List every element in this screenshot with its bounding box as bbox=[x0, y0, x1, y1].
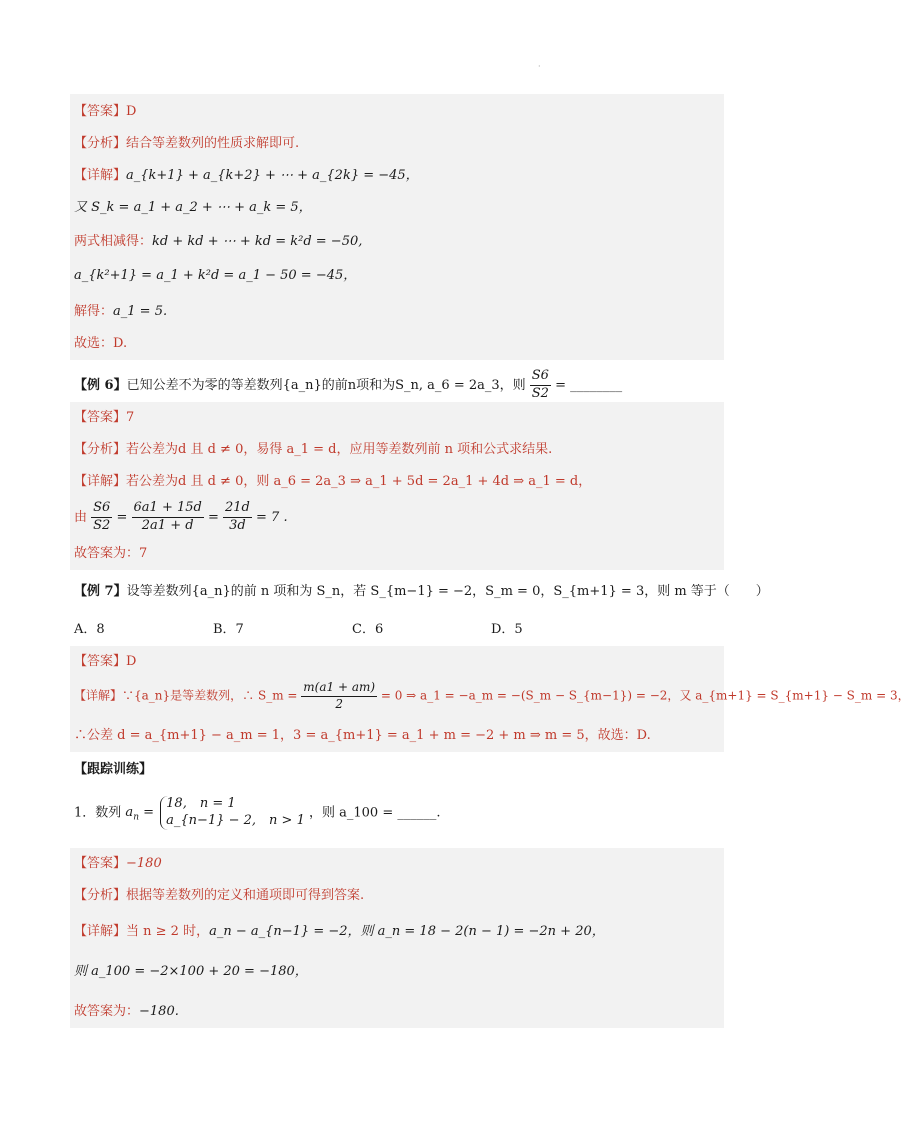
detail-line-2: 则 a_100 = −2×100 + 20 = −180， bbox=[74, 964, 308, 979]
fraction: $\frac{6a1 + 15d}{2a1 + d}$ bbox=[133, 500, 202, 533]
detail-line-2: 由 $\frac{S6}{S2}$ = $\frac{6a1 + 15d}{2a1 + d}$ = $\frac{21d}{3d}$ = 7 . bbox=[74, 500, 288, 533]
option-a: A．8 bbox=[74, 622, 105, 637]
detail-line-3: 故答案为：−180. bbox=[74, 1004, 179, 1019]
piecewise-brace: 18, n = 1 a_{n−1} − 2, n > 1 bbox=[160, 796, 305, 830]
detail-line-2: ∴公差 d = a_{m+1} − a_m = 1，3 = a_{m+1} = a_1 + m = −2 + m ⇒ m = 5，故选：D. bbox=[74, 728, 651, 743]
example-6: 【例 6】已知公差不为零的等差数列{a_n}的前n项和为S_n, a_6 = 2a_3，则 $\frac{S6}{S2}$ = ________ bbox=[74, 368, 623, 401]
answer-line: 【答案】D bbox=[74, 104, 137, 119]
option-b: B．7 bbox=[213, 622, 244, 637]
analysis-line: 【分析】根据等差数列的定义和通项即可得到答案. bbox=[74, 888, 365, 903]
detail-line-5: 解得：a_1 = 5. bbox=[74, 304, 168, 319]
analysis-line: 【分析】结合等差数列的性质求解即可. bbox=[74, 136, 300, 151]
page-dot: · bbox=[538, 62, 541, 71]
analysis-line: 【分析】若公差为d 且 d ≠ 0，易得 a_1 = d，应用等差数列前 n 项和公式求结果. bbox=[74, 442, 553, 457]
fraction: $\frac{m(a1 + am)}{2}$ bbox=[303, 680, 376, 711]
detail-line: 【详解】∵{a_n}是等差数列，∴ S_m = $\frac{m(a1 + am)}{2}$ = 0 ⇒ a_1 = −a_m = −(S_m − S_{m−1}) = −2，又 a_{m+1} = S_{m+1} − S_m = 3， bbox=[74, 680, 910, 711]
example-7: 【例 7】设等差数列{a_n}的前 n 项和为 S_n，若 S_{m−1} = −2，S_m = 0，S_{m+1} = 3，则 m 等于（ ） bbox=[74, 584, 769, 599]
detail-line-2: 又 S_k = a_1 + a_2 + ⋯ + a_k = 5， bbox=[74, 200, 312, 215]
answer-line: 【答案】D bbox=[74, 654, 137, 669]
fraction: $\frac{S6}{S2}$ bbox=[531, 368, 549, 401]
answer-line: 【答案】−180 bbox=[74, 856, 162, 871]
option-c: C．6 bbox=[352, 622, 384, 637]
fraction: $\frac{21d}{3d}$ bbox=[225, 500, 250, 533]
detail-line: 【详解】a_{k+1} + a_{k+2} + ⋯ + a_{2k} = −45， bbox=[74, 168, 419, 183]
detail-line-3: 故答案为：7 bbox=[74, 546, 148, 561]
detail-line-4: a_{k²+1} = a_1 + k²d = a_1 − 50 = −45， bbox=[74, 268, 357, 283]
detail-line: 【详解】若公差为d 且 d ≠ 0，则 a_6 = 2a_3 ⇒ a_1 + 5d = 2a_1 + 4d ⇒ a_1 = d， bbox=[74, 474, 592, 489]
options-row bbox=[74, 622, 630, 639]
detail-line-6: 故选：D. bbox=[74, 336, 128, 351]
detail-line: 【详解】当 n ≥ 2 时，a_n − a_{n−1} = −2，则 a_n = 18 − 2(n − 1) = −2n + 20， bbox=[74, 924, 605, 939]
detail-line-3: 两式相减得：kd + kd + ⋯ + kd = k²d = −50, bbox=[74, 234, 363, 249]
answer-line: 【答案】7 bbox=[74, 410, 135, 425]
fraction: $\frac{S6}{S2}$ bbox=[93, 500, 111, 533]
option-d: D．5 bbox=[491, 622, 523, 637]
section-heading: 【跟踪训练】 bbox=[74, 762, 153, 777]
solution-block-1 bbox=[70, 94, 724, 360]
training-question-1: 1．数列 $a_n$ = 18, n = 1 a_{n−1} − 2, n > 1 ，则 a_100 = ______. bbox=[74, 796, 441, 828]
